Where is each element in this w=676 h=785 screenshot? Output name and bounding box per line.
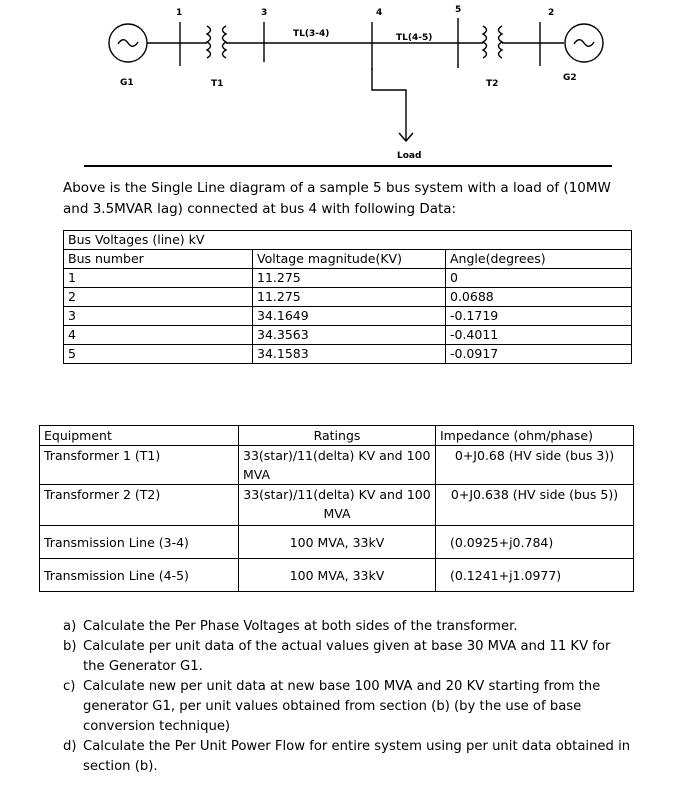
table-cell: Transmission Line (4-5) (40, 559, 239, 592)
table-cell: -0.0917 (446, 345, 632, 364)
label-tl34: TL(3-4) (293, 29, 330, 39)
table-cell: -0.1719 (446, 307, 632, 326)
label-load: Load (397, 151, 422, 161)
table-cell: Transformer 2 (T2) (40, 485, 239, 526)
table-cell: 33(star)/11(delta) KV and 100 MVA (239, 446, 436, 485)
bus-table-title: Bus Voltages (line) kV (64, 231, 632, 250)
question-text: Calculate the Per Unit Power Flow for entire system using per unit data obtained in section (b). (83, 739, 631, 774)
table-row (40, 446, 634, 485)
question-text: Calculate per unit data of the actual values given at base 30 MVA and 11 KV for the Generator G1. (83, 639, 611, 674)
table-cell: 34.3563 (253, 326, 446, 345)
question-item (63, 617, 633, 637)
header-impedance: Impedance (ohm/phase) (436, 426, 634, 446)
table-cell: -0.4011 (446, 326, 632, 345)
table-row (64, 326, 632, 345)
bus-number-3: 3 (261, 8, 268, 18)
label-tl45: TL(4-5) (396, 33, 433, 43)
question-letter: b) (63, 639, 77, 654)
table-cell: 100 MVA, 33kV (239, 526, 436, 559)
label-t2: T2 (486, 79, 499, 89)
table-row (40, 485, 634, 526)
question-text: Calculate new per unit data at new base 100 MVA and 20 KV starting from the generator G1, per unit values obtained from section (b) (by the use of base conversion technique) (83, 679, 601, 734)
question-letter: a) (63, 619, 77, 634)
question-item (63, 677, 633, 737)
table-row (64, 307, 632, 326)
question-letter: c) (63, 679, 76, 694)
table-cell: 4 (64, 326, 253, 345)
label-g2: G2 (563, 73, 577, 83)
table-cell: 34.1649 (253, 307, 446, 326)
label-t1: T1 (211, 79, 224, 89)
label-g1: G1 (120, 78, 134, 88)
table-cell: 5 (64, 345, 253, 364)
header-ratings: Ratings (239, 426, 436, 446)
table-cell: 2 (64, 288, 253, 307)
transformer-t1-symbol (207, 26, 226, 58)
questions-list (63, 617, 633, 777)
table-header-row (40, 426, 634, 446)
table-header-row (64, 250, 632, 269)
bus-number-4: 4 (376, 8, 383, 18)
header-bus-number: Bus number (64, 250, 253, 269)
bus-number-5: 5 (455, 5, 462, 15)
table-row (40, 559, 634, 592)
table-cell: 0+J0.638 (HV side (bus 5)) (436, 485, 634, 526)
table-cell: Transformer 1 (T1) (40, 446, 239, 485)
transformer-t2-symbol (483, 26, 502, 58)
header-angle: Angle(degrees) (446, 250, 632, 269)
table-row (64, 345, 632, 364)
table-row (64, 288, 632, 307)
table-cell: 11.275 (253, 288, 446, 307)
question-text: Calculate the Per Phase Voltages at both sides of the transformer. (83, 619, 518, 634)
table-cell: 1 (64, 269, 253, 288)
question-item (63, 637, 633, 677)
table-row (64, 269, 632, 288)
table-cell: (0.1241+j1.0977) (436, 559, 634, 592)
table-cell: 3 (64, 307, 253, 326)
equipment-table (39, 425, 634, 592)
bus-voltages-table (63, 230, 632, 364)
table-cell: 34.1583 (253, 345, 446, 364)
header-equipment: Equipment (40, 426, 239, 446)
single-line-diagram (0, 0, 676, 175)
table-cell: 0+J0.68 (HV side (bus 3)) (436, 446, 634, 485)
header-voltage-magnitude: Voltage magnitude(KV) (253, 250, 446, 269)
bus-number-2: 2 (548, 8, 555, 18)
table-cell: 11.275 (253, 269, 446, 288)
table-cell: 0.0688 (446, 288, 632, 307)
table-row (40, 526, 634, 559)
intro-paragraph: Above is the Single Line diagram of a sample 5 bus system with a load of (10MW and 3.5MVAR lag) connected at bus 4 with following Data: (63, 180, 611, 217)
table-cell: (0.0925+j0.784) (436, 526, 634, 559)
table-cell: 100 MVA, 33kV (239, 559, 436, 592)
table-cell: 0 (446, 269, 632, 288)
question-item (63, 737, 633, 777)
table-cell: Transmission Line (3-4) (40, 526, 239, 559)
bus-number-1: 1 (176, 8, 183, 18)
question-letter: d) (63, 739, 77, 754)
table-cell: 33(star)/11(delta) KV and 100 MVA (239, 485, 436, 526)
